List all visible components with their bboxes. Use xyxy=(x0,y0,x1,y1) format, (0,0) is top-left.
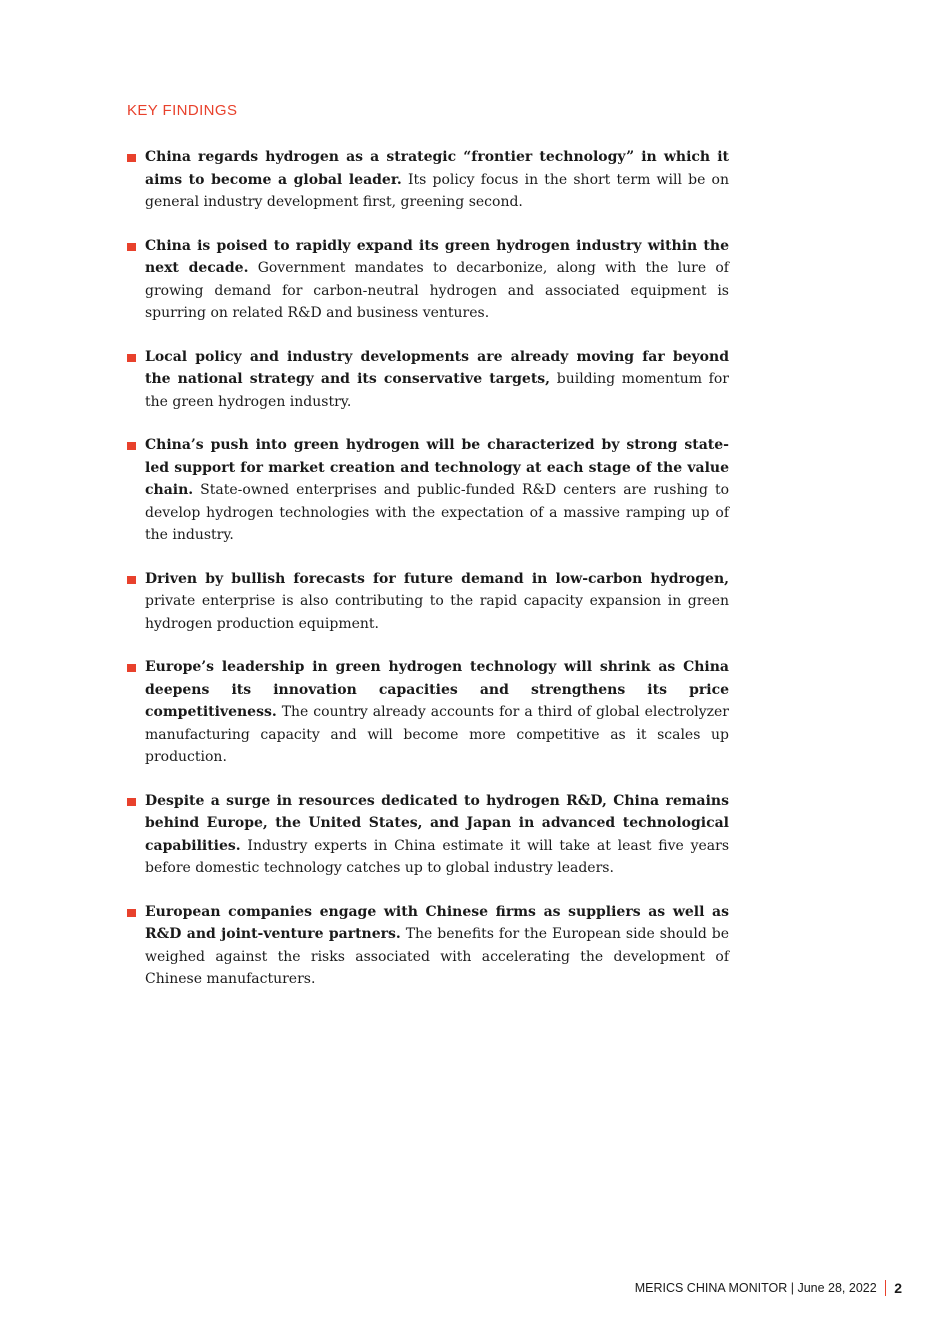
finding-lead: China regards hydrogen as a strategic “frontier technology” in which it aims to become a global leader. xyxy=(145,149,729,188)
finding-body: building momentum for the green hydrogen industry. xyxy=(145,371,729,410)
finding-body: Government mandates to decarbonize, along with the lure of growing demand for carbon-neutral hydrogen and associated equipment is spurring on related R&D and business ventures. xyxy=(145,260,729,321)
finding-lead: Driven by bullish forecasts for future demand in low-carbon hydrogen, xyxy=(145,570,729,587)
square-bullet-icon xyxy=(127,442,136,450)
finding-body: Industry experts in China estimate it will take at least five years before domestic technology catches up to global industry leaders. xyxy=(145,837,729,876)
finding-body: The benefits for the European side should be weighed against the risks associated with accelerating the development of Chinese manufacturers. xyxy=(145,926,729,987)
finding-item xyxy=(127,790,729,880)
square-bullet-icon xyxy=(127,243,136,251)
finding-item xyxy=(127,346,729,414)
square-bullet-icon xyxy=(127,664,136,672)
finding-item xyxy=(127,901,729,991)
finding-item xyxy=(127,235,729,325)
finding-body: State-owned enterprises and public-funded R&D centers are rushing to develop hydrogen technologies with the expectation of a massive ramping up of the industry. xyxy=(145,482,729,543)
square-bullet-icon xyxy=(127,576,136,584)
square-bullet-icon xyxy=(127,798,136,806)
finding-item xyxy=(127,568,729,636)
publication-info: MERICS CHINA MONITOR | June 28, 2022 xyxy=(634,1281,877,1295)
finding-body: The country already accounts for a third of global electrolyzer manufacturing capacity and will become more competitive as it scales up production. xyxy=(145,704,729,765)
square-bullet-icon xyxy=(127,154,136,162)
finding-lead: European companies engage with Chinese firms as suppliers as well as R&D and joint-venture partners. xyxy=(145,903,729,942)
page-footer xyxy=(635,1280,902,1296)
finding-lead: Local policy and industry developments are already moving far beyond the national strategy and its conservative targets, xyxy=(145,348,729,387)
finding-lead: China is poised to rapidly expand its green hydrogen industry within the next decade. xyxy=(145,237,729,276)
section-heading: KEY FINDINGS xyxy=(127,102,238,119)
finding-item xyxy=(127,656,729,769)
square-bullet-icon xyxy=(127,354,136,362)
page-number: 2 xyxy=(894,1280,902,1296)
key-findings-list xyxy=(127,146,729,1012)
finding-lead: Europe’s leadership in green hydrogen technology will shrink as China deepens its innovation capacities and strengthens its price competitiveness. xyxy=(145,659,729,720)
finding-body: Its policy focus in the short term will be on general industry development first, greening second. xyxy=(145,171,729,210)
finding-item xyxy=(127,146,729,214)
square-bullet-icon xyxy=(127,909,136,917)
finding-item xyxy=(127,434,729,547)
finding-lead: Despite a surge in resources dedicated to hydrogen R&D, China remains behind Europe, the United States, and Japan in advanced technological capabilities. xyxy=(145,792,729,854)
finding-lead: China’s push into green hydrogen will be characterized by strong state-led support for market creation and technology at each stage of the value chain. xyxy=(145,437,729,498)
finding-body: private enterprise is also contributing to the rapid capacity expansion in green hydrogen production equipment. xyxy=(145,593,729,632)
footer-divider xyxy=(885,1280,887,1296)
